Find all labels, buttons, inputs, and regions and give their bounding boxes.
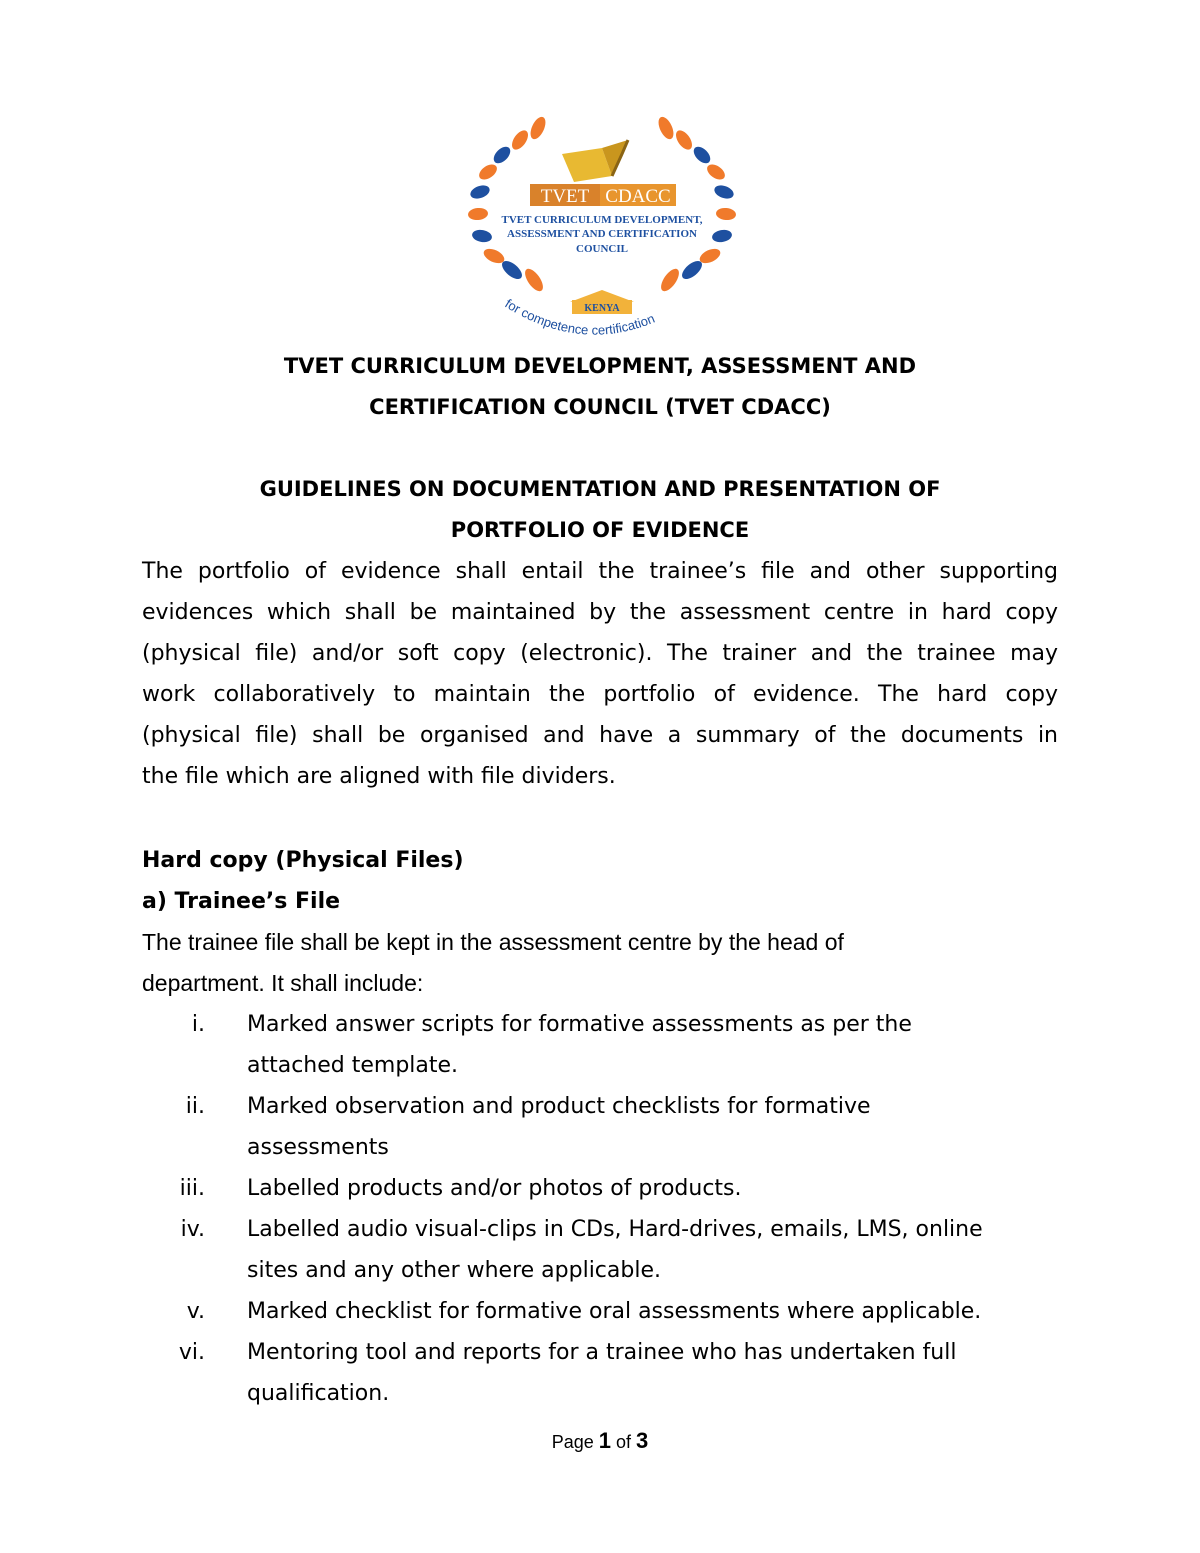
- book-emblem-icon: [562, 140, 628, 182]
- intro-line: (physical file) shall be organised and have a summary of the documents in: [142, 723, 1058, 748]
- list-item-text: assessments: [247, 1135, 389, 1160]
- intro-line: the file which are aligned with file dividers.: [142, 764, 616, 789]
- page-number: 1: [598, 1428, 611, 1453]
- document-title-line-2: PORTFOLIO OF EVIDENCE: [450, 518, 750, 542]
- list-item-text: Labelled audio visual-clips in CDs, Hard-drives, emails, LMS, online: [247, 1217, 983, 1242]
- list-item-number: i.: [191, 1012, 205, 1037]
- organization-title-line-2: CERTIFICATION COUNCIL (TVET CDACC): [369, 395, 831, 419]
- trainee-file-description: [142, 922, 1058, 1004]
- list-item: [142, 1332, 1058, 1414]
- page-label: Page: [551, 1432, 594, 1452]
- list-item-number: iv.: [180, 1217, 205, 1242]
- page-total: 3: [636, 1428, 649, 1453]
- organization-title-line-1: TVET CURRICULUM DEVELOPMENT, ASSESSMENT AND: [283, 354, 917, 378]
- list-item: [142, 1004, 1058, 1086]
- list-item-text: Labelled products and/or photos of products.: [247, 1176, 742, 1201]
- organization-title: [142, 346, 1058, 428]
- list-item-number: iii.: [179, 1176, 205, 1201]
- trainee-desc-line-1: The trainee file shall be kept in the assessment centre by the head of: [142, 929, 844, 955]
- list-item-text: Marked answer scripts for formative assessments as per the: [247, 1012, 912, 1037]
- intro-line: evidences which shall be maintained by the assessment centre in hard copy: [142, 600, 1058, 625]
- list-item: [142, 1168, 1058, 1209]
- document-title-line-1: GUIDELINES ON DOCUMENTATION AND PRESENTATION OF: [259, 477, 941, 501]
- trainee-desc-line-2: department. It shall include:: [142, 970, 424, 996]
- intro-line: work collaboratively to maintain the portfolio of evidence. The hard copy: [142, 682, 1058, 707]
- list-item-number: vi.: [178, 1340, 205, 1365]
- document-title: [142, 469, 1058, 551]
- trainee-file-heading: a) Trainee’s File: [142, 889, 341, 914]
- list-item-text: Marked observation and product checklists for formative: [247, 1094, 871, 1119]
- list-item-text: Mentoring tool and reports for a trainee who has undertaken full: [247, 1340, 957, 1365]
- list-item: [142, 1086, 1058, 1168]
- badge: [530, 184, 676, 207]
- svg-text:CDACC: CDACC: [605, 186, 671, 207]
- list-item-text: sites and any other where applicable.: [247, 1258, 661, 1283]
- of-label: of: [616, 1432, 632, 1452]
- list-item-number: v.: [186, 1299, 205, 1324]
- svg-text:for competence certification: for competence certification: [502, 295, 657, 338]
- intro-line: (physical file) and/or soft copy (electronic). The trainer and the trainee may: [142, 641, 1058, 666]
- list-item-number: ii.: [185, 1094, 205, 1119]
- list-item-text: Marked checklist for formative oral assessments where applicable.: [247, 1299, 982, 1324]
- page-footer: [0, 1428, 1200, 1454]
- svg-text:KENYA: KENYA: [584, 303, 620, 314]
- trainee-file-contents-list: [142, 1004, 1058, 1414]
- svg-text:COUNCIL: COUNCIL: [576, 243, 628, 255]
- svg-text:ASSESSMENT AND CERTIFICATION: ASSESSMENT AND CERTIFICATION: [507, 228, 697, 240]
- intro-paragraph: [142, 551, 1058, 797]
- list-item-text: qualification.: [247, 1381, 390, 1406]
- intro-line: The portfolio of evidence shall entail the trainee’s file and other supporting: [142, 559, 1058, 584]
- list-item: [142, 1209, 1058, 1291]
- tvet-cdacc-logo: [462, 110, 742, 342]
- svg-text:TVET: TVET: [540, 186, 590, 207]
- svg-text:TVET CURRICULUM DEVELOPMENT,: TVET CURRICULUM DEVELOPMENT,: [501, 214, 703, 226]
- list-item-text: attached template.: [247, 1053, 459, 1078]
- hard-copy-heading: Hard copy (Physical Files): [142, 848, 464, 873]
- list-item: [142, 1291, 1058, 1332]
